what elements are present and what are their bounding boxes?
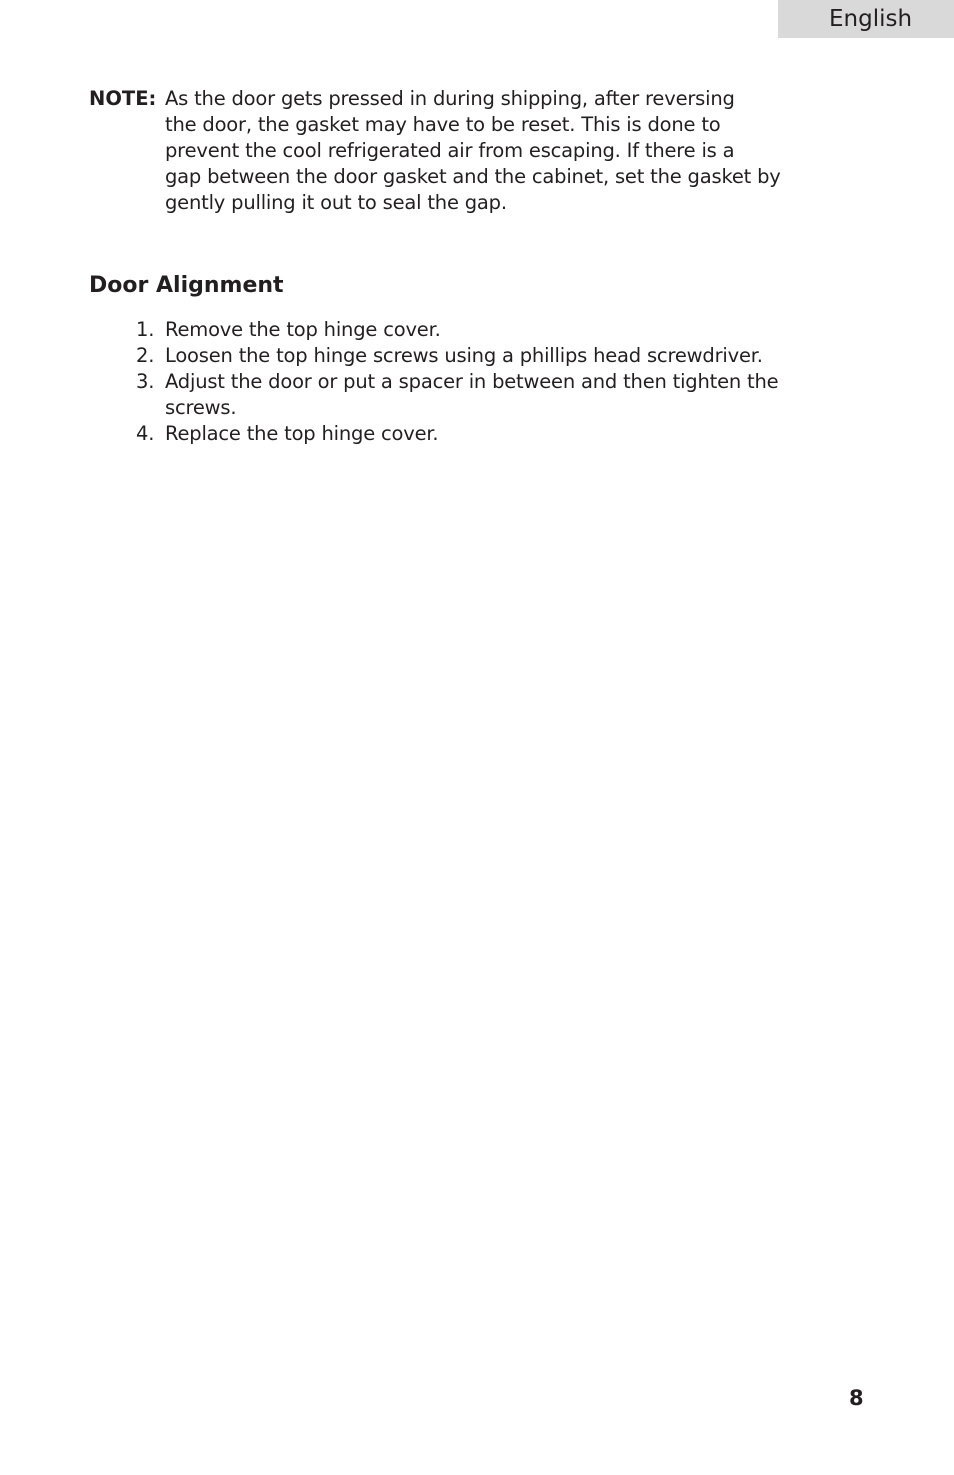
note-line: As the door gets pressed in during shipping, after reversing bbox=[165, 87, 735, 110]
step-line: Replace the top hinge cover. bbox=[165, 422, 439, 445]
step-number: 4. bbox=[136, 422, 155, 445]
note-line: gently pulling it out to seal the gap. bbox=[165, 191, 507, 214]
step-number: 1. bbox=[136, 318, 155, 341]
door-alignment-steps bbox=[136, 317, 786, 447]
step-text bbox=[165, 317, 786, 343]
note-line: the door, the gasket may have to be reset. This is done to bbox=[165, 113, 721, 136]
step-item bbox=[136, 343, 786, 369]
step-text bbox=[165, 369, 786, 421]
note-text bbox=[165, 86, 789, 216]
step-line: Remove the top hinge cover. bbox=[165, 318, 441, 341]
note-block bbox=[89, 86, 789, 216]
step-text bbox=[165, 421, 786, 447]
step-item bbox=[136, 317, 786, 343]
step-number: 2. bbox=[136, 344, 155, 367]
language-label: English bbox=[829, 6, 913, 32]
page-number: 8 bbox=[849, 1386, 864, 1410]
note-line: gap between the door gasket and the cabinet, set the gasket by bbox=[165, 165, 781, 188]
note-label: NOTE: bbox=[89, 87, 157, 110]
section-title-door-alignment: Door Alignment bbox=[89, 273, 284, 298]
step-line: screws. bbox=[165, 396, 237, 419]
step-line: Loosen the top hinge screws using a phillips head screwdriver. bbox=[165, 344, 763, 367]
step-line: Adjust the door or put a spacer in between and then tighten the bbox=[165, 370, 779, 393]
step-item bbox=[136, 421, 786, 447]
step-item bbox=[136, 369, 786, 421]
step-number: 3. bbox=[136, 370, 155, 393]
step-text bbox=[165, 343, 786, 369]
language-tab bbox=[778, 0, 954, 38]
note-line: prevent the cool refrigerated air from escaping. If there is a bbox=[165, 139, 735, 162]
